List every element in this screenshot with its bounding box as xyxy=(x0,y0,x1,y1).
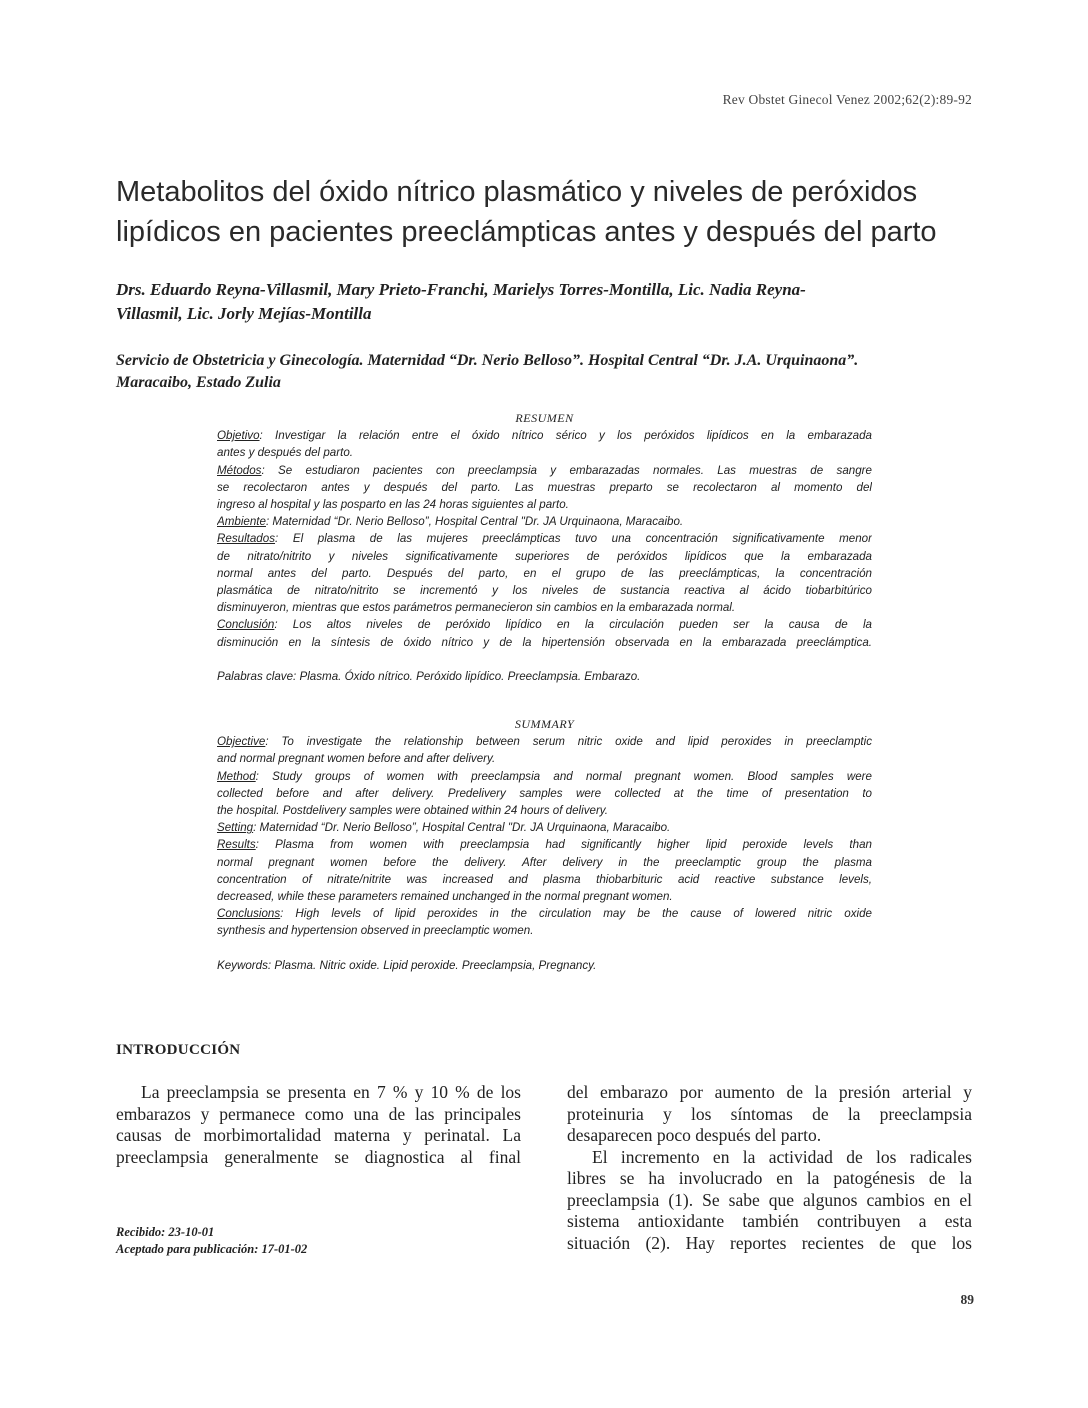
affiliation xyxy=(116,350,976,394)
body-line: situación (2). Hay reportes recientes de que los xyxy=(567,1232,972,1253)
abstract-line: collected before and after delivery. Predelivery samples were collected at the time of presentation to xyxy=(217,786,872,800)
submission-dates xyxy=(116,1224,307,1258)
body-line: preeclampsia generalmente se diagnostica al final xyxy=(116,1146,521,1167)
abstract-line: disminución en la síntesis de óxido nítrico y de la hipertensión observada en la embarazada preeclámptica. xyxy=(217,635,872,649)
abstract-line: synthesis and hypertension observed in preeclamptic women. xyxy=(217,924,534,938)
abstract-line: ingreso al hospital y las posparto en las 24 horas siguientes al parto. xyxy=(217,498,569,512)
abstract-line: Conclusions: High levels of lipid peroxides in the circulation may be the cause of lowered nitric oxide xyxy=(217,907,872,921)
abstract-spanish xyxy=(217,410,872,685)
abstract-line: disminuyeron, mientras que estos parámetros permanecieron sin cambios en la embarazada normal. xyxy=(217,601,736,615)
method-label: Method xyxy=(217,769,256,783)
ambiente-label: Ambiente xyxy=(217,515,266,529)
abstract-line: normal antes del parto. Después del parto, en el grupo de las preeclámpticas, la concentración xyxy=(217,566,872,580)
keywords: Keywords: Plasma. Nitric oxide. Lipid peroxide. Preeclampsia, Pregnancy. xyxy=(217,958,597,972)
accepted-date: Aceptado para publicación: 17-01-02 xyxy=(116,1242,308,1256)
body-line: La preeclampsia se presenta en 7 % y 10 % de los xyxy=(141,1082,521,1102)
abstract-line: Resultados: El plasma de las mujeres preeclámpticas tuvo una concentración significativamente menor xyxy=(217,532,872,546)
body-line: sistema antioxidante también contribuyen a esta xyxy=(567,1211,972,1231)
article-title xyxy=(116,172,976,252)
abstract-line: the hospital. Postdelivery samples were obtained within 24 hours of delivery. xyxy=(217,804,608,818)
title-line: Metabolitos del óxido nítrico plasmático y niveles de peróxidos xyxy=(116,176,918,208)
body-column-right xyxy=(567,1082,972,1254)
resumen-heading: RESUMEN xyxy=(515,411,574,425)
conclusion-label: Conclusión xyxy=(217,618,275,632)
resultados-label: Resultados xyxy=(217,532,276,546)
body-line: proteinuria y los síntomas de la preeclampsia xyxy=(567,1103,972,1124)
metodos-label: Métodos xyxy=(217,463,262,477)
body-line: El incremento en la actividad de los radicales xyxy=(592,1146,972,1167)
body-line: causas de morbimortalidad materna y perinatal. La xyxy=(116,1125,521,1145)
author-list xyxy=(116,278,976,326)
abstract-line: Métodos: Se estudiaron pacientes con preeclampsia y embarazadas normales. Las muestras de sangre xyxy=(217,463,872,477)
body-line: del embarazo por aumento de la presión arterial y xyxy=(567,1082,972,1102)
body-line: desaparecen poco después del parto. xyxy=(567,1125,822,1145)
abstract-line: Objetivo: Investigar la relación entre el óxido nítrico sérico y los peróxidos lipídicos en la embarazada xyxy=(217,429,872,443)
objetivo-label: Objetivo xyxy=(217,429,260,443)
abstract-line: antes y después del parto. xyxy=(217,446,353,460)
affiliation-line: Maracaibo, Estado Zulia xyxy=(116,374,281,391)
objective-label: Objective xyxy=(217,735,266,749)
affiliation-line: Servicio de Obstetricia y Ginecología. Maternidad “Dr. Nerio Belloso”. Hospital Central “Dr. J.A. Urquinaona”. xyxy=(116,352,859,369)
abstract-line: se recolectaron antes y después del parto. Las muestras preparto se recolectaron al momento del xyxy=(217,480,872,494)
results-label: Results xyxy=(217,838,256,852)
authors-line: Villasmil, Lic. Jorly Mejías-Montilla xyxy=(116,304,372,323)
abstract-line: Objective: To investigate the relationship between serum nitric oxide and lipid peroxides in preeclamptic xyxy=(217,735,872,749)
abstract-line: and normal pregnant women before and after delivery. xyxy=(217,752,496,766)
abstract-line: Results: Plasma from women with preeclampsia had significantly higher lipid peroxide levels than xyxy=(217,838,872,852)
body-line: embarazos y permanece como una de las principales xyxy=(116,1103,521,1124)
summary-heading: SUMMARY xyxy=(514,717,575,731)
introduction-heading: INTRODUCCIÓN xyxy=(116,1042,241,1058)
setting-label: Setting xyxy=(217,821,254,835)
abstract-line: plasmática de nitrato/nitrito se incrementó y los niveles de sustancia reactiva al ácido tiobarbitúrico xyxy=(217,584,872,598)
abstract-line: Setting: Maternidad “Dr. Nerio Belloso”, Hospital Central "Dr. JA Urquinaona, Maracaibo. xyxy=(217,821,671,835)
abstract-english xyxy=(217,716,872,974)
authors-line: Drs. Eduardo Reyna-Villasmil, Mary Prieto-Franchi, Marielys Torres-Montilla, Lic. Nadia Reyna- xyxy=(116,280,806,299)
title-line: lipídicos en pacientes preeclámpticas antes y después del parto xyxy=(116,216,937,248)
body-line: preeclampsia (1). Se sabe que algunos cambios en el xyxy=(567,1189,972,1210)
body-line: libres se ha involucrado en la patogénesis de la xyxy=(567,1168,972,1188)
conclusions-label: Conclusions xyxy=(217,907,281,921)
abstract-line: concentration of nitrate/nitrite was increased and plasma thiobarbituric acid reactive substance levels, xyxy=(217,872,872,886)
abstract-line: Method: Study groups of women with preeclampsia and normal pregnant women. Blood samples were xyxy=(217,769,872,783)
abstract-line: Ambiente: Maternidad “Dr. Nerio Belloso”, Hospital Central "Dr. JA Urquinaona, Maracaibo. xyxy=(217,515,684,529)
abstract-line: Conclusión: Los altos niveles de peróxido lipídico en la circulación pueden ser la causa de la xyxy=(217,618,872,632)
page-number: 89 xyxy=(960,1292,974,1307)
abstract-line: normal pregnant women before the delivery. After delivery in the preeclamptic group the plasma xyxy=(217,855,872,869)
body-column-left xyxy=(116,1082,521,1168)
received-date: Recibido: 23-10-01 xyxy=(116,1225,215,1239)
abstract-line: decreased, while these parameters remained unchanged in the normal pregnant women. xyxy=(217,890,673,904)
palabras-clave: Palabras clave: Plasma. Óxido nítrico. Peróxido lipídico. Preeclampsia. Embarazo. xyxy=(217,669,641,683)
journal-citation: Rev Obstet Ginecol Venez 2002;62(2):89-92 xyxy=(722,92,972,107)
abstract-line: de nitrato/nitrito y niveles significativamente superiores de peróxidos lipídicos que la embarazada xyxy=(217,549,872,563)
